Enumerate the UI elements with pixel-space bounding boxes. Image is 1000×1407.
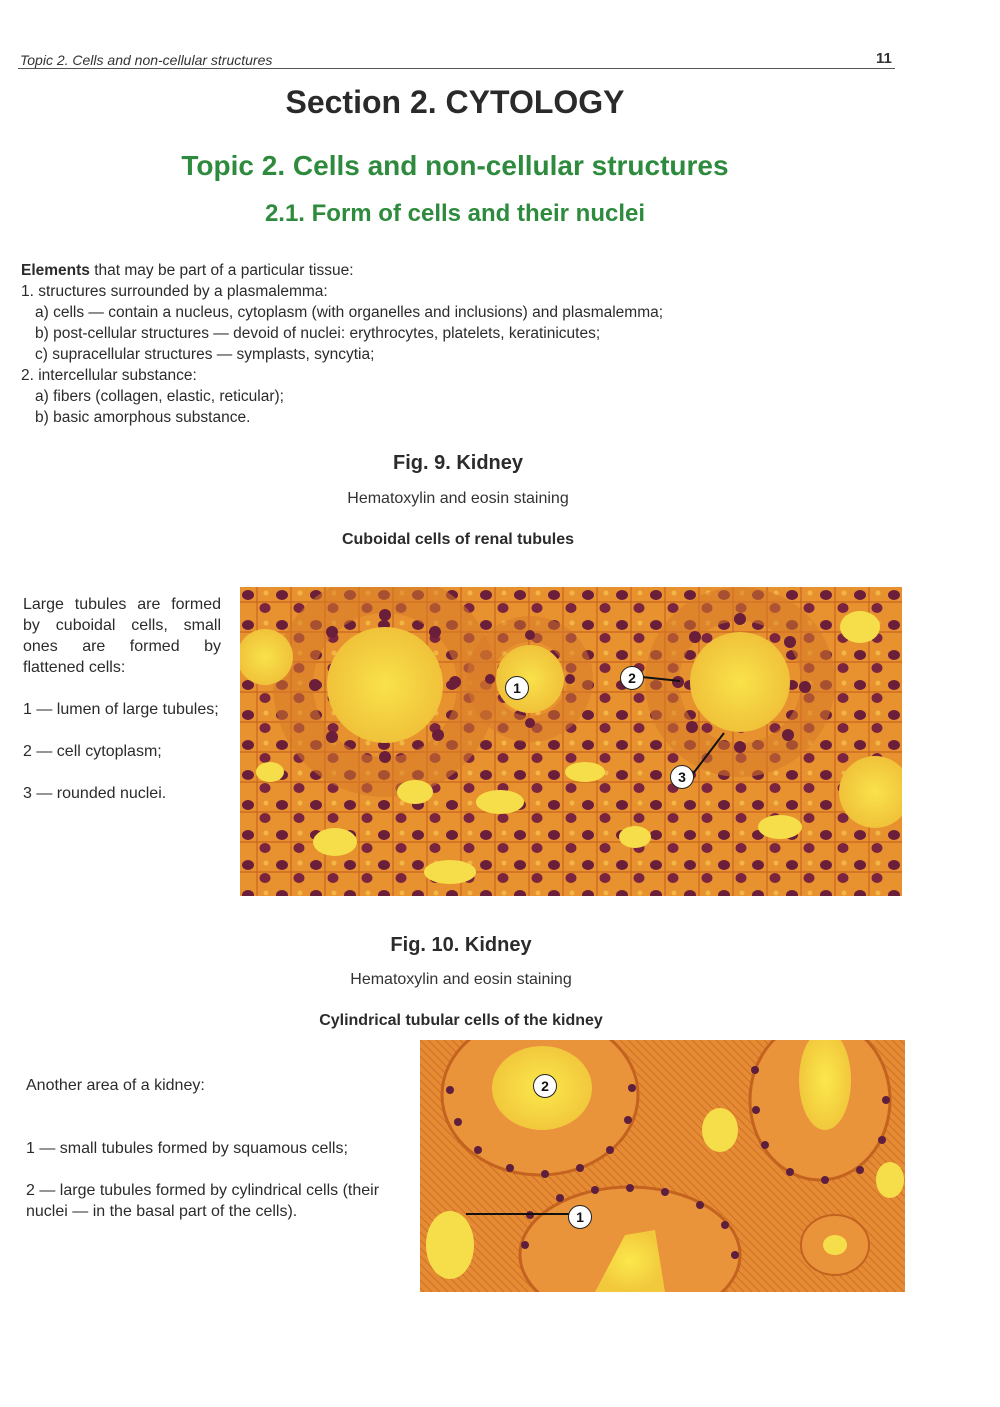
- fig9-subtitle: Cuboidal cells of renal tubules: [341, 531, 575, 548]
- fig9-marker-1: 1: [505, 676, 529, 700]
- fig9-legend-item: 1 — lumen of large tubules;: [23, 701, 219, 718]
- fig9-description: Large tubules are formed by cuboidal cells, small ones are formed by flattened cells:: [23, 596, 221, 676]
- list-item: a) fibers (collagen, elastic, reticular);: [35, 388, 284, 405]
- section-title: Section 2. CYTOLOGY: [285, 84, 625, 120]
- fig10-legend-item: 1 — small tubules formed by squamous cells;: [26, 1140, 348, 1157]
- list-item: 1. structures surrounded by a plasmalemma:: [21, 283, 328, 300]
- fig9-legend-item: 3 — rounded nuclei.: [23, 785, 167, 802]
- fig10-title: Fig. 10. Kidney: [390, 934, 532, 956]
- elements-list: [21, 260, 741, 428]
- fig9-stain: Hematoxylin and eosin staining: [347, 490, 569, 507]
- list-item: b) post-cellular structures — devoid of nuclei: erythrocytes, platelets, keratinicutes;: [35, 325, 601, 342]
- fig9-marker-3: 3: [670, 765, 694, 789]
- fig10-subtitle: Cylindrical tubular cells of the kidney: [319, 1012, 603, 1029]
- fig10-legend-item: 2 — large tubules formed by cylindrical cells (their nuclei — in the basal part of the cells).: [26, 1182, 380, 1220]
- fig9-marker-2: 2: [620, 666, 644, 690]
- fig10-marker-1: 1: [568, 1205, 592, 1229]
- fig10-description: Another area of a kidney:: [26, 1077, 205, 1094]
- fig9-micrograph: [240, 587, 902, 896]
- fig9-micrograph-image: [240, 587, 902, 896]
- fig9-legend-item: 2 — cell cytoplasm;: [23, 743, 162, 760]
- running-header: Topic 2. Cells and non-cellular structures: [20, 52, 273, 68]
- list-item: 2. intercellular substance:: [21, 367, 197, 384]
- fig10-micrograph-image: [420, 1040, 905, 1292]
- list-item: c) supracellular structures — symplasts, syncytia;: [35, 346, 375, 363]
- fig10-micrograph: [420, 1040, 905, 1292]
- subtopic-title: 2.1. Form of cells and their nuclei: [264, 200, 646, 227]
- elements-intro: [21, 260, 741, 281]
- list-item: b) basic amorphous substance.: [35, 409, 251, 426]
- topic-title: Topic 2. Cells and non-cellular structures: [181, 150, 729, 181]
- header-rule: [18, 68, 895, 69]
- fig10-marker-2: 2: [533, 1074, 557, 1098]
- fig9-legend: [23, 594, 221, 804]
- fig9-title: Fig. 9. Kidney: [392, 452, 524, 474]
- page-number: 11: [876, 50, 892, 67]
- list-item: a) cells — contain a nucleus, cytoplasm (with organelles and inclusions) and plasmalemma;: [35, 304, 664, 321]
- fig10-stain: Hematoxylin and eosin staining: [350, 971, 572, 988]
- elements-intro-rest: that may be part of a particular tissue:: [89, 262, 354, 279]
- fig10-legend: [26, 1075, 411, 1222]
- elements-intro-bold: Elements: [21, 262, 90, 279]
